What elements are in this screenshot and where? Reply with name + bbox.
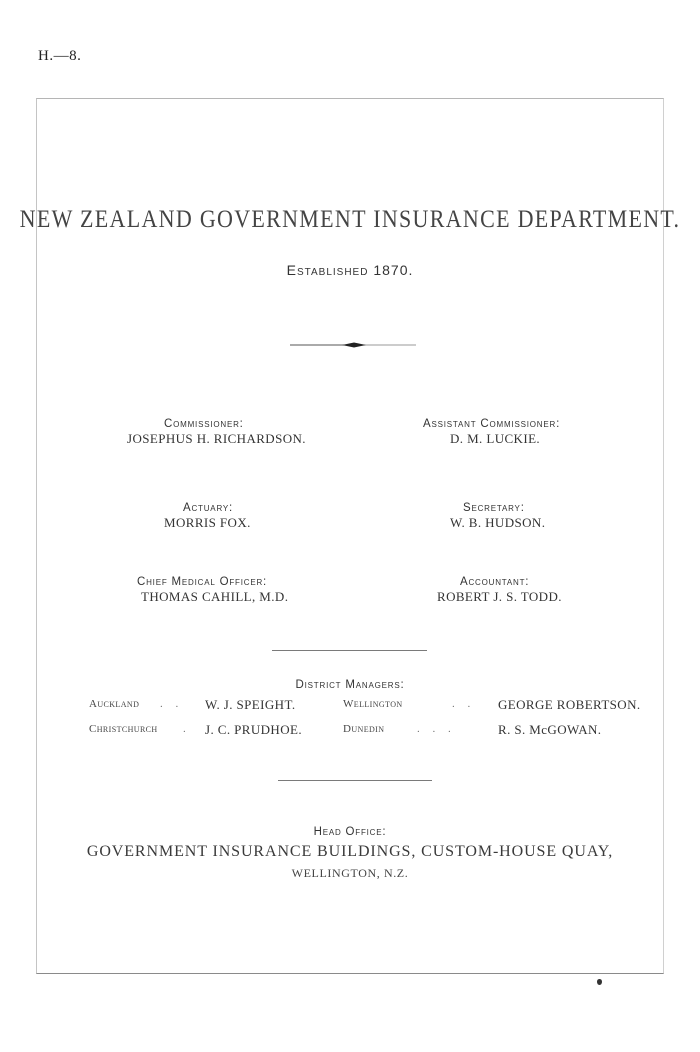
page-title: NEW ZEALAND GOVERNMENT INSURANCE DEPARTMENT. [19,204,681,233]
district-city-dunedin: Dunedin [343,723,385,735]
section-divider [272,650,427,651]
chief-medical-officer-label: Chief Medical Officer: [137,576,268,588]
accountant-name: ROBERT J. S. TODD. [437,589,562,604]
head-office-heading: Head Office: [313,826,387,838]
district-city-auckland: Auckland [89,698,140,710]
page-reference: H.—8. [38,48,82,64]
district-manager-wellington: GEORGE ROBERTSON. [498,697,641,712]
district-manager-auckland: W. J. SPEIGHT. [205,697,296,712]
printer-mark [597,979,602,985]
commissioner-name: JOSEPHUS H. RICHARDSON. [127,431,306,446]
commissioner-label: Commissioner: [164,418,244,430]
assistant-commissioner-label: Assistant Commissioner: [423,418,561,430]
district-leader-dots: . [183,723,191,735]
actuary-label: Actuary: [183,502,234,514]
district-manager-dunedin: R. S. McGOWAN. [498,722,602,737]
district-manager-christchurch: J. C. PRUDHOE. [205,722,302,737]
district-leader-dots: . . [160,698,184,710]
chief-medical-officer-name: THOMAS CAHILL, M.D. [141,589,289,604]
head-office-address: GOVERNMENT INSURANCE BUILDINGS, CUSTOM-HOUSE QUAY, [86,843,614,860]
assistant-commissioner-name: D. M. LUCKIE. [450,431,541,446]
district-city-christchurch: Christchurch [89,723,158,735]
secretary-label: Secretary: [463,502,525,514]
district-leader-dots: . . . [417,723,456,735]
established-line: Established 1870. [286,262,414,278]
district-managers-heading: District Managers: [295,679,405,691]
actuary-name: MORRIS FOX. [164,515,251,530]
district-leader-dots: . . [452,698,476,710]
accountant-label: Accountant: [460,576,530,588]
head-office-city: WELLINGTON, N.Z. [291,866,409,880]
section-divider [278,780,432,781]
secretary-name: W. B. HUDSON. [450,515,546,530]
ornamental-rule [290,340,416,350]
district-city-wellington: Wellington [343,698,403,710]
